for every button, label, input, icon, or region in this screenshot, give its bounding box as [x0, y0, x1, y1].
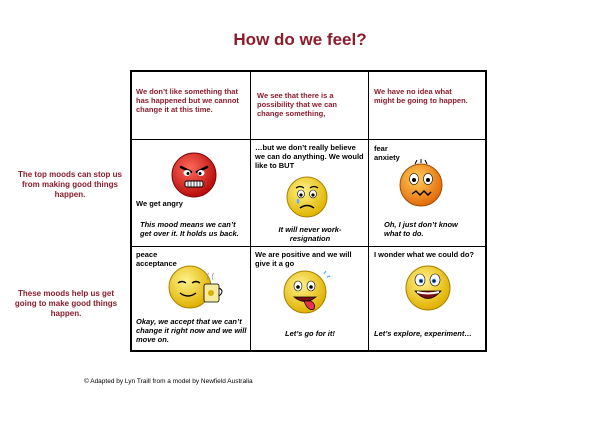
resignation-note: It will never work- resignation: [278, 225, 342, 243]
scared-face-icon: [398, 158, 444, 208]
grid-divider: [132, 246, 485, 247]
grid-divider: [368, 72, 369, 350]
sad-face-icon: [285, 175, 329, 219]
header-cell-2: We see that there is a possibility that we can change something,: [257, 91, 338, 118]
wonder-label: I wonder what we could do?: [374, 250, 475, 259]
grid-divider: [250, 72, 251, 350]
footer-credit: © Adapted by Lyn Traill from a model by Newfield Australia: [84, 378, 253, 385]
header-cell-1: We don’t like something that has happened but we cannot change it at this time.: [136, 87, 239, 114]
anxiety-label: anxiety: [374, 153, 400, 162]
fear-note: Oh, I just don’t know what to do.: [384, 220, 458, 238]
relaxed-face-icon: [168, 262, 230, 312]
peace-label: peace: [136, 250, 158, 259]
angry-note: This mood means we can’t get over it. It holds us back.: [140, 220, 239, 238]
header-cell-3: We have no idea what might be going to happen.: [374, 87, 468, 105]
page-title: How do we feel?: [233, 30, 367, 49]
positive-label: We are positive and we will give it a go: [255, 250, 352, 268]
positive-note: Let’s go for it!: [285, 329, 335, 338]
fear-label: fear: [374, 144, 388, 153]
acceptance-note: Okay, we accept that we can’t change it right now and we will move on.: [136, 317, 247, 344]
angry-face-icon: [170, 151, 218, 199]
resignation-label: …but we don’t really believe we can do anything. We would like to BUT: [255, 143, 364, 170]
excited-face-icon: [280, 268, 332, 318]
wonder-note: Let’s explore, experiment…: [374, 329, 472, 338]
angry-label: We get angry: [136, 199, 183, 208]
grid-divider: [132, 139, 485, 140]
top-moods-label: The top moods can stop us from making good things happen.: [17, 170, 122, 199]
bottom-moods-label: These moods help us get going to make good things happen.: [14, 289, 118, 318]
happy-face-icon: [402, 262, 454, 312]
acceptance-label: acceptance: [136, 259, 177, 268]
